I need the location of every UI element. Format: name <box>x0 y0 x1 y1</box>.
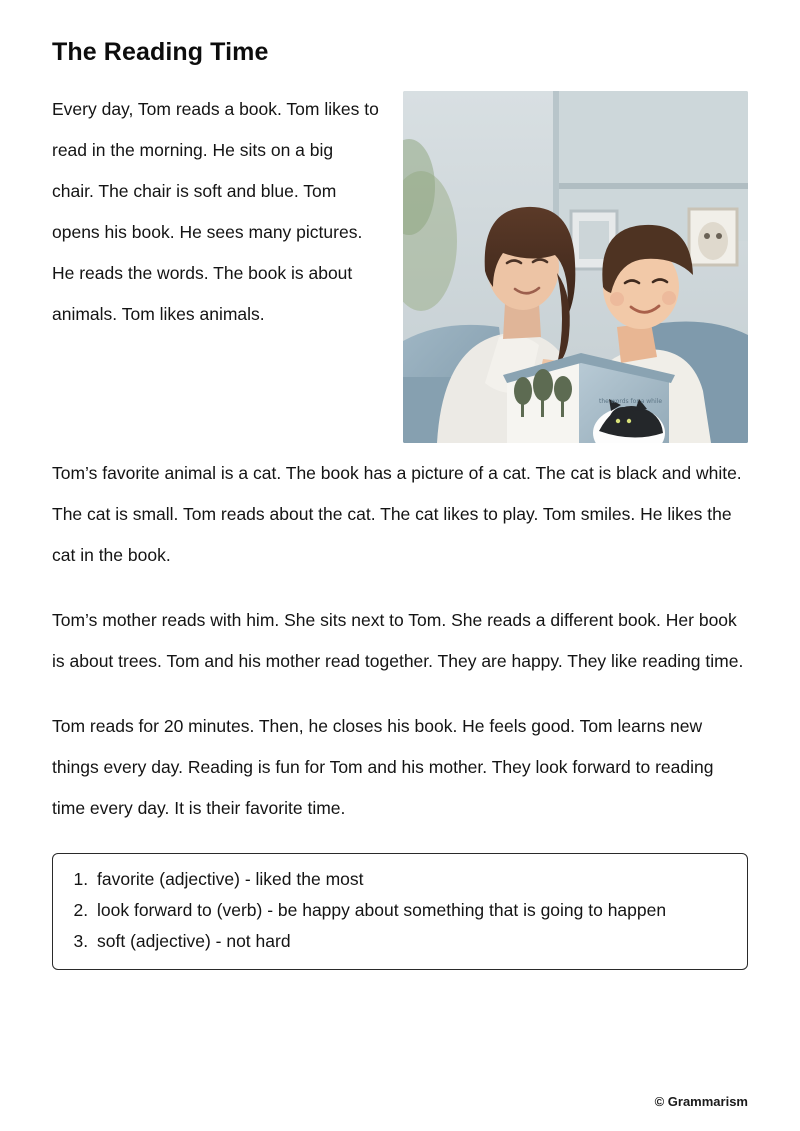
list-item: 3. soft (adjective) - not hard <box>93 926 733 957</box>
page-title: The Reading Time <box>52 38 269 66</box>
paragraph-2: Tom’s favorite animal is a cat. The book has a picture of a cat. The cat is black and white. The cat is small. Tom reads about the cat. The cat likes to play. Tom smiles. He likes the cat in the book. <box>52 463 742 565</box>
list-item: 2. look forward to (verb) - be happy about something that is going to happen <box>93 895 733 926</box>
vocabulary-box <box>52 853 748 970</box>
paragraph-3: Tom’s mother reads with him. She sits next to Tom. She reads a different book. Her book is about trees. Tom and his mother read together. They are happy. They like reading time. <box>52 610 744 671</box>
paragraph-4: Tom reads for 20 minutes. Then, he closes his book. He feels good. Tom learns new things every day. Reading is fun for Tom and his mother. They look forward to reading time every day. It is their favorite time. <box>52 716 714 818</box>
vocabulary-list <box>67 864 733 957</box>
reading-photo-illustration <box>403 91 748 443</box>
paragraph-1: Every day, Tom reads a book. Tom likes to read in the morning. He sits on a big chair. The chair is soft and blue. Tom opens his book. He sees many pictures. He reads the words. The book is about animals. Tom likes animals. <box>52 99 379 324</box>
copyright-footer: © Grammarism <box>654 1094 748 1109</box>
list-item: 1. favorite (adjective) - liked the most <box>93 864 733 895</box>
intro-block <box>52 89 748 453</box>
book-cover-caption: the words for a while <box>599 398 663 405</box>
reading-photo <box>403 91 748 443</box>
